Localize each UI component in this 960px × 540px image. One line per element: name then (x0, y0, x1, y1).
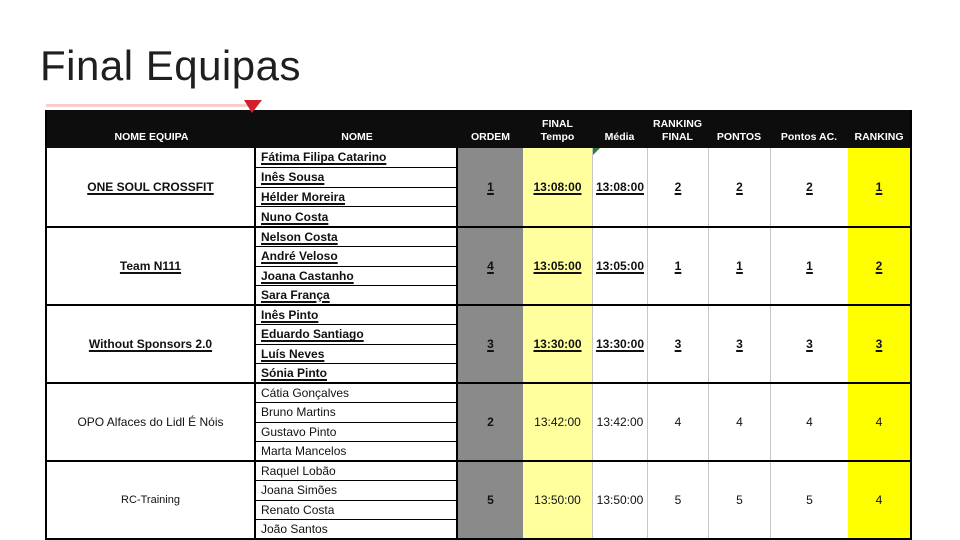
member-name: Inês Sousa (256, 168, 456, 188)
header-final-tempo: FINAL Tempo (540, 117, 575, 143)
header-ranking-final: RANKING FINAL (653, 117, 702, 143)
team-name: RC-Training (121, 494, 180, 506)
member-name: João Santos (261, 521, 328, 536)
ranking-value: 3 (875, 337, 883, 351)
pontos-value: 1 (736, 259, 743, 273)
media-cell (592, 462, 647, 538)
team-name: ONE SOUL CROSSFIT (87, 180, 214, 194)
pontos-ac-value: 4 (806, 415, 813, 429)
pontos-ac-value: 3 (806, 337, 813, 351)
red-flag-icon (244, 100, 262, 113)
error-check-icon (593, 148, 600, 155)
ordem-value: 5 (487, 493, 494, 507)
member-name: Nuno Costa (261, 209, 329, 224)
table-header-row (47, 110, 910, 148)
final-tempo-value: 13:42:00 (534, 415, 581, 429)
red-annotation-line (46, 104, 250, 107)
header-nome: NOME (341, 130, 373, 143)
final-tempo-value: 13:30:00 (533, 337, 582, 351)
final-tempo-cell (523, 384, 592, 460)
ordem-cell (458, 462, 523, 538)
member-name: Cátia Gonçalves (256, 384, 456, 403)
member-name: Marta Mancelos (261, 443, 347, 458)
header-ranking: RANKING (854, 130, 904, 143)
pontos-value: 5 (736, 493, 743, 507)
final-tempo-cell (523, 148, 592, 226)
final-tempo-value: 13:50:00 (534, 493, 581, 507)
ranking-value: 4 (875, 415, 883, 429)
member-name: Luís Neves (256, 345, 456, 364)
member-name: Sónia Pinto (261, 365, 327, 380)
media-value: 13:05:00 (595, 259, 645, 273)
member-list (256, 228, 458, 304)
media-cell (592, 384, 647, 460)
team-name: Team N111 (119, 259, 182, 273)
header-nome-equipa: NOME EQUIPA (114, 130, 189, 143)
final-tempo-cell (523, 462, 592, 538)
team-row (47, 460, 910, 538)
pontos-ac-cell (770, 148, 848, 226)
header-pontos: PONTOS (716, 130, 762, 143)
final-tempo-value: 13:05:00 (533, 259, 582, 273)
ranking-cell (848, 306, 910, 382)
media-cell (592, 148, 647, 226)
member-name: Joana Simões (256, 481, 456, 500)
ordem-value: 3 (487, 337, 494, 351)
team-name: OPO Alfaces do Lidl É Nóis (77, 415, 224, 429)
ranking-final-cell (647, 148, 708, 226)
member-name: Inês Pinto (256, 306, 456, 325)
pontos-cell (708, 148, 770, 226)
team-row (47, 148, 910, 226)
member-name: Gustavo Pinto (256, 423, 456, 442)
team-name-cell (47, 306, 256, 382)
member-list (256, 462, 458, 538)
media-value: 13:42:00 (596, 415, 644, 429)
member-name: Sara França (261, 287, 330, 302)
ordem-cell (458, 306, 523, 382)
team-row (47, 226, 910, 304)
ordem-cell (458, 228, 523, 304)
ranking-cell (848, 462, 910, 538)
ranking-final-value: 4 (674, 415, 682, 429)
ranking-final-cell (647, 462, 708, 538)
ranking-final-cell (647, 306, 708, 382)
pontos-value: 3 (736, 337, 743, 351)
pontos-ac-cell (770, 462, 848, 538)
member-name: Hélder Moreira (256, 188, 456, 208)
pontos-ac-cell (770, 306, 848, 382)
final-tempo-cell (523, 228, 592, 304)
header-ordem: ORDEM (470, 130, 511, 143)
pontos-ac-value: 1 (806, 259, 813, 273)
final-tempo-value: 13:08:00 (533, 180, 582, 194)
pontos-value: 2 (736, 180, 743, 194)
ordem-cell (458, 148, 523, 226)
team-name-cell (47, 228, 256, 304)
header-media: Média (604, 130, 635, 143)
member-list (256, 384, 458, 460)
media-value: 13:08:00 (595, 180, 645, 194)
member-name: Bruno Martins (256, 403, 456, 422)
ranking-final-cell (647, 228, 708, 304)
pontos-ac-value: 5 (806, 493, 813, 507)
ranking-cell (848, 384, 910, 460)
member-name: Raquel Lobão (256, 462, 456, 481)
member-list (256, 148, 458, 226)
final-tempo-cell (523, 306, 592, 382)
pontos-cell (708, 462, 770, 538)
team-name-cell (47, 384, 256, 460)
member-name: Renato Costa (256, 501, 456, 520)
team-row (47, 382, 910, 460)
team-row (47, 304, 910, 382)
ranking-final-cell (647, 384, 708, 460)
ranking-final-value: 1 (674, 259, 682, 273)
pontos-ac-value: 2 (806, 180, 813, 194)
ranking-cell (848, 148, 910, 226)
pontos-ac-cell (770, 384, 848, 460)
pontos-cell (708, 228, 770, 304)
member-list (256, 306, 458, 382)
media-value: 13:30:00 (595, 337, 645, 351)
ranking-cell (848, 228, 910, 304)
ranking-value: 1 (875, 180, 883, 194)
ranking-final-value: 5 (674, 493, 682, 507)
ordem-value: 1 (487, 180, 494, 194)
media-cell (592, 228, 647, 304)
ranking-final-value: 3 (674, 337, 682, 351)
media-cell (592, 306, 647, 382)
member-name: Fátima Filipa Catarino (256, 148, 456, 168)
page-title: Final Equipas (40, 42, 301, 89)
pontos-cell (708, 384, 770, 460)
ordem-value: 4 (487, 259, 494, 273)
ranking-final-value: 2 (674, 180, 682, 194)
ordem-cell (458, 384, 523, 460)
media-value: 13:50:00 (596, 493, 644, 507)
header-pontos-ac: Pontos AC. (780, 130, 838, 143)
team-name-cell (47, 462, 256, 538)
member-name: Nelson Costa (256, 228, 456, 247)
member-name: Joana Castanho (256, 267, 456, 286)
ranking-value: 4 (875, 493, 883, 507)
pontos-ac-cell (770, 228, 848, 304)
ordem-value: 2 (487, 415, 494, 429)
member-name: André Veloso (256, 247, 456, 266)
results-table (45, 110, 912, 540)
ranking-value: 2 (875, 259, 883, 273)
pontos-cell (708, 306, 770, 382)
pontos-value: 4 (736, 415, 743, 429)
member-name: Eduardo Santiago (256, 325, 456, 344)
team-name: Without Sponsors 2.0 (88, 337, 213, 351)
team-name-cell (47, 148, 256, 226)
